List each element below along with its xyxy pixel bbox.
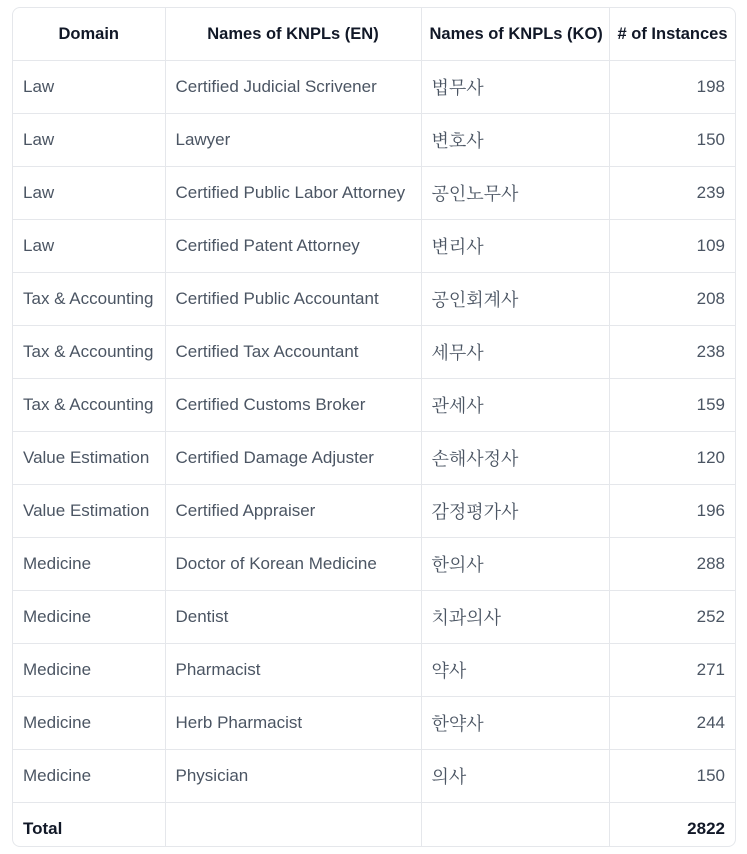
cell-name-ko: 의사 — [421, 750, 609, 803]
total-label: Total — [13, 803, 165, 848]
header-names-ko: Names of KNPLs (KO) — [421, 8, 609, 61]
cell-name-ko: 공인회계사 — [421, 273, 609, 326]
header-domain: Domain — [13, 8, 165, 61]
table-row — [13, 697, 735, 750]
table-row — [13, 220, 735, 273]
table-row — [13, 273, 735, 326]
cell-instances: 208 — [609, 273, 735, 326]
cell-domain: Law — [13, 167, 165, 220]
cell-domain: Law — [13, 220, 165, 273]
cell-name-en: Certified Damage Adjuster — [165, 432, 421, 485]
cell-name-en: Lawyer — [165, 114, 421, 167]
cell-domain: Law — [13, 61, 165, 114]
total-value: 2822 — [687, 819, 725, 838]
cell-instances: 109 — [609, 220, 735, 273]
header-names-en: Names of KNPLs (EN) — [165, 8, 421, 61]
table-row — [13, 167, 735, 220]
cell-instances: 159 — [609, 379, 735, 432]
cell-instances: 238 — [609, 326, 735, 379]
cell-domain: Tax & Accounting — [13, 379, 165, 432]
cell-name-en: Physician — [165, 750, 421, 803]
cell-domain: Medicine — [13, 591, 165, 644]
cell-name-en: Pharmacist — [165, 644, 421, 697]
table-row — [13, 750, 735, 803]
cell-name-ko: 약사 — [421, 644, 609, 697]
cell-instances: 150 — [609, 750, 735, 803]
cell-name-en: Doctor of Korean Medicine — [165, 538, 421, 591]
cell-name-ko: 감정평가사 — [421, 485, 609, 538]
cell-domain: Medicine — [13, 697, 165, 750]
cell-name-ko: 법무사 — [421, 61, 609, 114]
cell-name-ko: 손해사정사 — [421, 432, 609, 485]
cell-instances: 252 — [609, 591, 735, 644]
cell-domain: Tax & Accounting — [13, 273, 165, 326]
cell-name-en: Certified Public Accountant — [165, 273, 421, 326]
cell-instances: 120 — [609, 432, 735, 485]
cell-name-ko: 변호사 — [421, 114, 609, 167]
cell-instances: 271 — [609, 644, 735, 697]
cell-name-en: Dentist — [165, 591, 421, 644]
cell-instances: 239 — [609, 167, 735, 220]
table-row — [13, 379, 735, 432]
header-instances: # of Instances — [609, 8, 735, 61]
cell-name-ko: 한의사 — [421, 538, 609, 591]
cell-name-ko: 치과의사 — [421, 591, 609, 644]
table-row — [13, 61, 735, 114]
cell-name-ko: 세무사 — [421, 326, 609, 379]
table-row — [13, 432, 735, 485]
table-row — [13, 326, 735, 379]
cell-name-en: Certified Patent Attorney — [165, 220, 421, 273]
cell-instances: 288 — [609, 538, 735, 591]
cell-name-en: Herb Pharmacist — [165, 697, 421, 750]
cell-domain: Law — [13, 114, 165, 167]
table-body — [13, 61, 735, 848]
cell-domain: Value Estimation — [13, 485, 165, 538]
cell-domain: Medicine — [13, 538, 165, 591]
cell-domain: Tax & Accounting — [13, 326, 165, 379]
total-empty-en — [165, 803, 421, 848]
cell-name-ko: 공인노무사 — [421, 167, 609, 220]
table-row — [13, 644, 735, 697]
cell-instances: 196 — [609, 485, 735, 538]
table-row — [13, 538, 735, 591]
cell-instances: 198 — [609, 61, 735, 114]
table-row — [13, 485, 735, 538]
knpl-table-container — [12, 7, 736, 847]
total-row — [13, 803, 735, 848]
cell-instances: 244 — [609, 697, 735, 750]
cell-name-en: Certified Public Labor Attorney — [165, 167, 421, 220]
cell-name-ko: 변리사 — [421, 220, 609, 273]
cell-name-en: Certified Appraiser — [165, 485, 421, 538]
cell-domain: Medicine — [13, 644, 165, 697]
cell-name-en: Certified Customs Broker — [165, 379, 421, 432]
cell-name-ko: 한약사 — [421, 697, 609, 750]
table-header-row — [13, 8, 735, 61]
table-row — [13, 591, 735, 644]
total-empty-ko — [421, 803, 609, 848]
cell-name-ko: 관세사 — [421, 379, 609, 432]
knpl-table — [13, 8, 735, 847]
table-row — [13, 114, 735, 167]
cell-instances: 150 — [609, 114, 735, 167]
cell-domain: Value Estimation — [13, 432, 165, 485]
cell-name-en: Certified Tax Accountant — [165, 326, 421, 379]
cell-domain: Medicine — [13, 750, 165, 803]
cell-name-en: Certified Judicial Scrivener — [165, 61, 421, 114]
